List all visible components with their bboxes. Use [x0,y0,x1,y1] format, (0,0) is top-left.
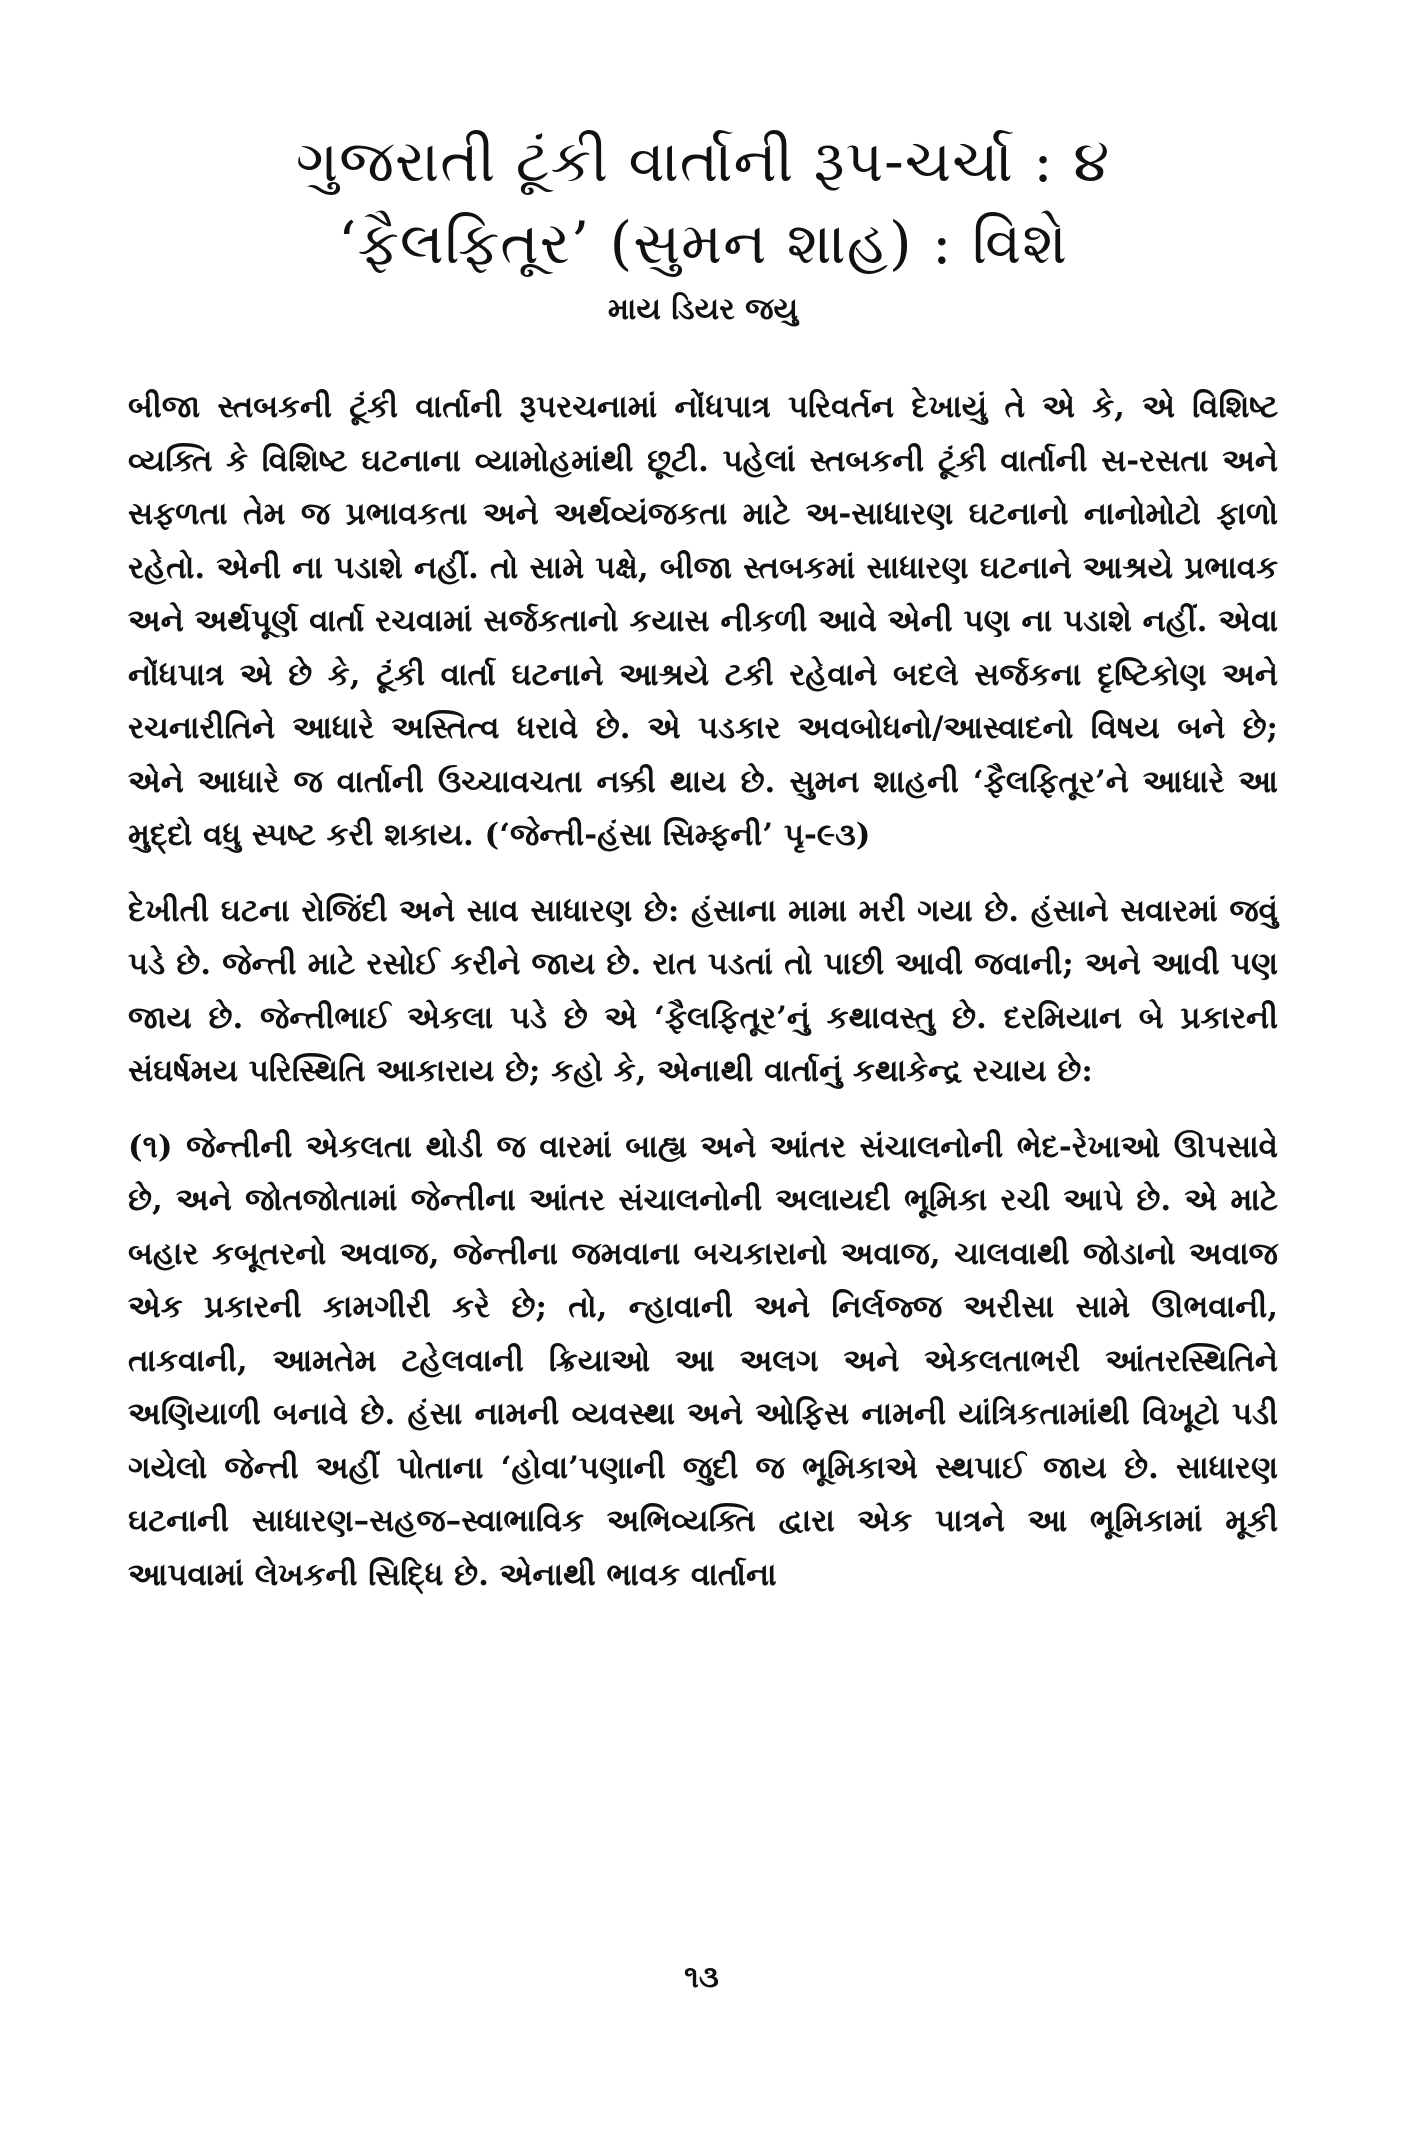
page-number: ૧૩ [684,1960,719,1995]
paragraph-1: બીજા સ્તબકની ટૂંકી વાર્તાની રૂપરચનામાં નોંધપાત્ર પરિવર્તન દેખાયું તે એ કે, એ વિશિષ્ટ વ્યક્તિ કે વિશિષ્ટ ઘટનાના વ્યામોહમાંથી છૂટી. પહેલાં સ્તબકની ટૂંકી વાર્તાની સ-રસતા અને સફળતા તેમ જ પ્રભાવકતા અને અર્થવ્યંજકતા માટે અ-સાધારણ ઘટનાનો નાનોમોટો ફાળો રહેતો. એની ના પડાશે નહીં. તો સામે પક્ષે, બીજા સ્તબકમાં સાધારણ ઘટનાને આશ્રયે પ્રભાવક અને અર્થપૂર્ણ વાર્તા રચવામાં સર્જકતાનો કયાસ નીકળી આવે એની પણ ના પડાશે નહીં. એવા નોંધપાત્ર એ છે કે, ટૂંકી વાર્તા ઘટનાને આશ્રયે ટકી રહેવાને બદલે સર્જકના દૃષ્ટિકોણ અને રચનારીતિને આધારે અસ્તિત્વ ધરાવે છે. એ પડકાર અવબોધનો/આસ્વાદનો વિષય બને છે; એને આધારે જ વાર્તાની ઉચ્ચાવચતા નક્કી થાય છે. સુમન શાહની ‘ફૈલફિતૂર’ને આધારે આ મુદ્દો વધુ સ્પષ્ટ કરી શકાય. (‘જેન્તી-હંસા સિમ્ફની’ પૃ-૯૩) [128,389,1278,853]
document-page [128,120,1278,1602]
paragraph-2: દેખીતી ઘટના રોજિંદી અને સાવ સાધારણ છે: હંસાના મામા મરી ગયા છે. હંસાને સવારમાં જવું પડે છે. જેન્તી માટે રસોઈ કરીને જાય છે. રાત પડતાં તો પાછી આવી જવાની; અને આવી પણ જાય છે. જેન્તીભાઈ એકલા પડે છે એ ‘ફૈલફિતૂર’નું કથાવસ્તુ છે. દરમિયાન બે પ્રકારની સંઘર્ષમય પરિસ્થિતિ આકારાય છે; કહો કે, એનાથી વાર્તાનું કથાકેન્દ્ર રચાય છે: [128,892,1278,1089]
paragraph-3: (૧) જેન્તીની એકલતા થોડી જ વારમાં બાહ્ય અને આંતર સંચાલનોની ભેદ-રેખાઓ ઊપસાવે છે, અને જોતજોતામાં જેન્તીના આંતર સંચાલનોની અલાયદી ભૂમિકા રચી આપે છે. એ માટે બહાર કબૂતરનો અવાજ, જેન્તીના જમવાના બચકારાનો અવાજ, ચાલવાથી જોડાનો અવાજ એક પ્રકારની કામગીરી કરે છે; તો, ન્હાવાની અને નિર્લજ્જ અરીસા સામે ઊભવાની, તાકવાની, આમતેમ ટહેલવાની ક્રિયાઓ આ અલગ અને એકલતાભરી આંતરસ્થિતિને અણિયાળી બનાવે છે. હંસા નામની વ્યવસ્થા અને ઓફિસ નામની યાંત્રિકતામાંથી વિખૂટો પડી ગયેલો જેન્તી અહીં પોતાના ‘હોવા’પણાની જુદી જ ભૂમિકાએ સ્થપાઈ જાય છે. સાધારણ ઘટનાની સાધારણ–સહજ–સ્વાભાવિક અભિવ્યક્તિ દ્વારા એક પાત્રને આ ભૂમિકામાં મૂકી આપવામાં લેખકની સિદ્ધિ છે. એનાથી ભાવક વાર્તાના [128,1128,1278,1593]
title-line-2: ‘ફૈલફિતૂર’ (સુમન શાહ) : વિશે [338,209,1068,277]
author-name: માય ડિયર જયુ [607,292,799,327]
title-line-1: ગુજરાતી ટૂંકી વાર્તાની રૂપ-ચર્ચા : ૪ [295,127,1111,195]
